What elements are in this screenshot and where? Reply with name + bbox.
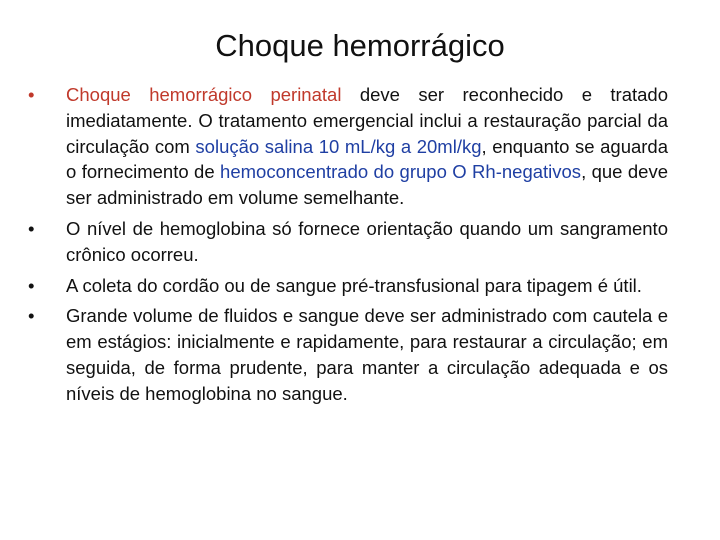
slide-title: Choque hemorrágico: [215, 28, 505, 63]
body-text: Grande volume de fluidos e sangue deve ser administrado com cautela e em estágios: inicialmente e rapidamente, para restaurar a circulação; em seguida, de forma prudente, para manter a circulação adequada e os níveis de hemoglobina no sangue.: [66, 305, 668, 404]
body-text: A coleta do cordão ou de sangue pré-transfusional para tipagem é útil.: [66, 274, 642, 296]
highlight-term: Choque hemorrágico perinatal: [66, 84, 342, 105]
body-text: , enquanto se aguarda o fornecimento de: [66, 135, 669, 183]
highlight-term: solução salina 10 mL/kg a 20ml/kg: [195, 135, 482, 157]
body-text: , que deve ser administrado em volume semelhante.: [66, 161, 668, 209]
bullet-item: [28, 216, 668, 268]
bullet-marker: •: [28, 274, 35, 296]
bullet-item: [28, 273, 668, 299]
bullet-item: [28, 303, 668, 406]
body-text: deve ser reconhecido e tratado imediatamente. O tratamento emergencial inclui a restauração parcial da circulação com: [66, 84, 669, 157]
bullet-list: [28, 82, 668, 412]
bullet-marker: •: [28, 217, 35, 239]
bullet-marker: •: [28, 84, 35, 105]
body-text: O nível de hemoglobina só fornece orientação quando um sangramento crônico ocorreu.: [66, 217, 668, 265]
highlight-term: hemoconcentrado do grupo O Rh-negativos: [220, 161, 582, 183]
bullet-marker: •: [28, 305, 35, 327]
bullet-item: [28, 82, 668, 211]
